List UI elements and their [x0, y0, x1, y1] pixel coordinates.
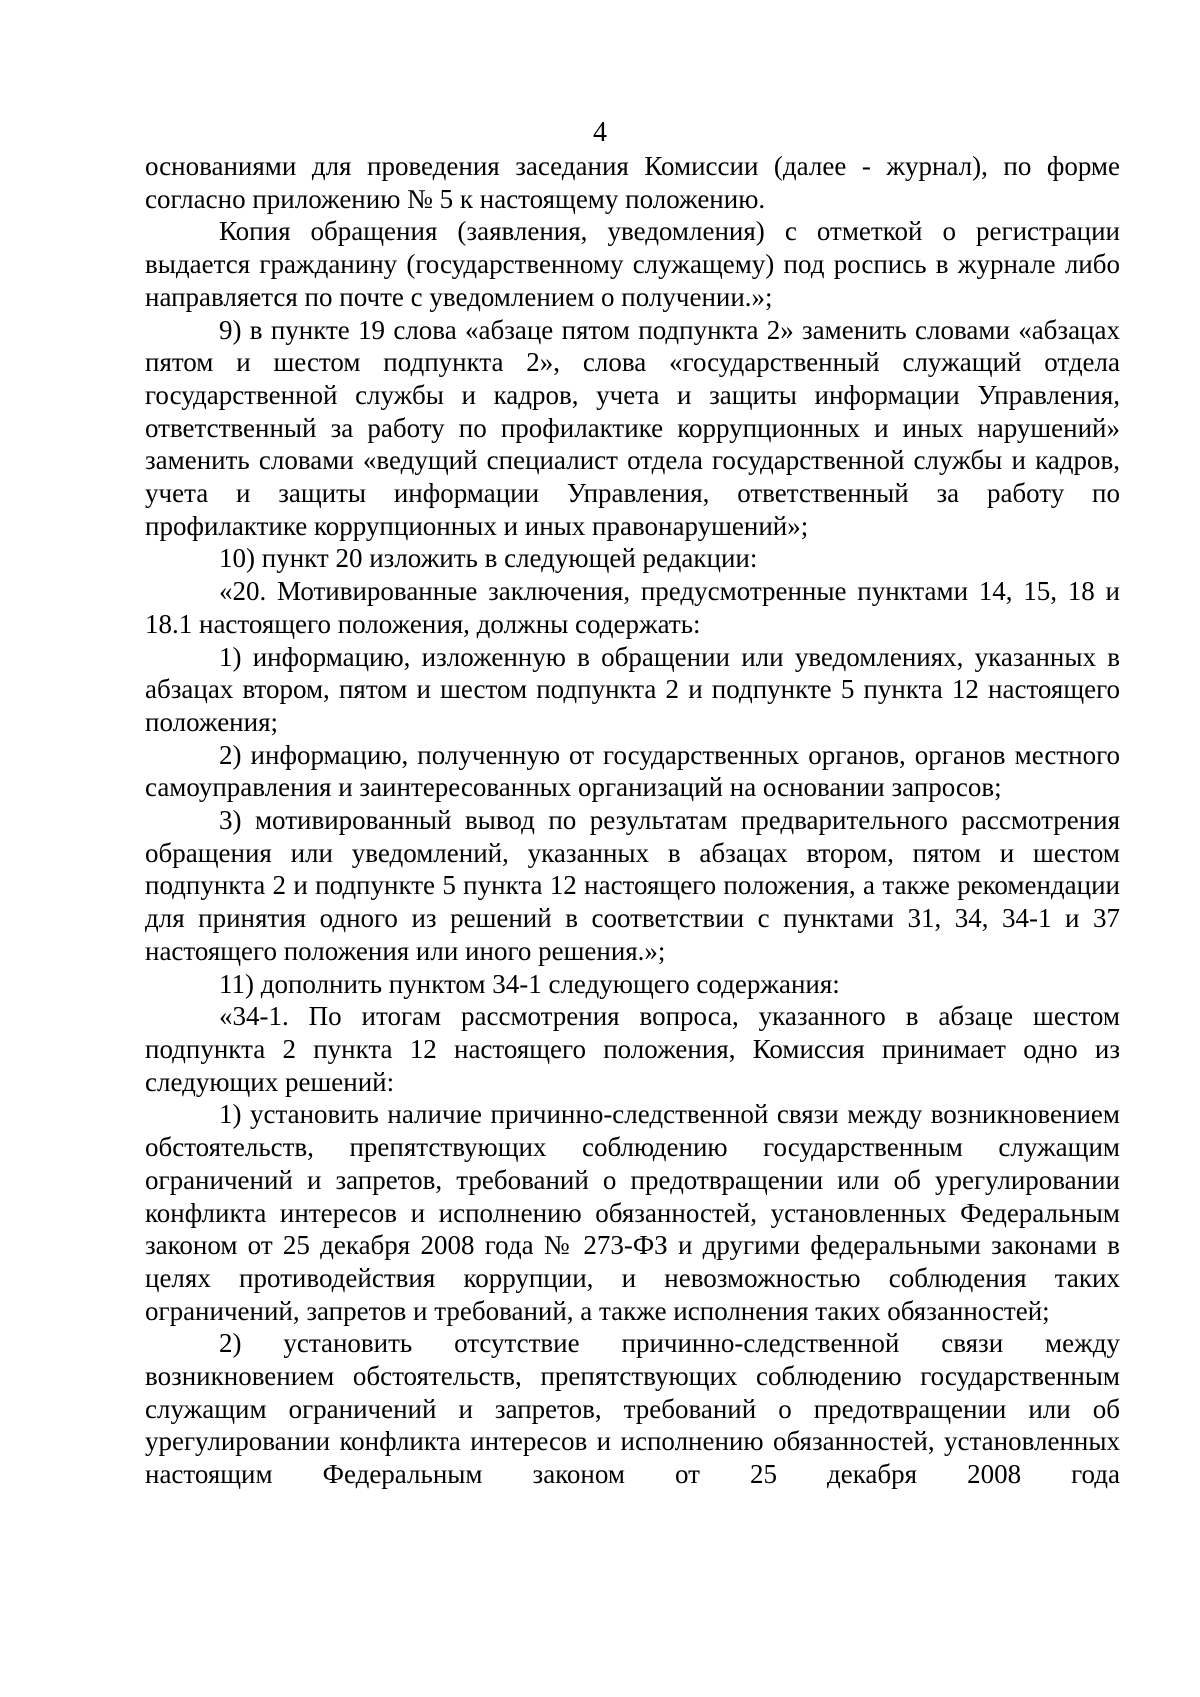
paragraph: 1) информацию, изложенную в обращении или уведомлениях, указанных в абзацах втором, пятом и шестом подпункта 2 и подпункте 5 пункта 12 настоящего положения; [145, 641, 1120, 737]
paragraph: «34-1. По итогам рассмотрения вопроса, указанного в абзаце шестом подпункта 2 пункта 12 настоящего положения, Комиссия принимает одно из следующих решений: [145, 1001, 1120, 1097]
paragraph: основаниями для проведения заседания Комиссии (далее - журнал), по форме согласно приложению № 5 к настоящему положению. [145, 151, 1120, 214]
paragraph: 2) информацию, полученную от государственных органов, органов местного самоуправления и заинтересованных организаций на основании запросов; [145, 739, 1120, 803]
paragraph: 11) дополнить пунктом 34-1 следующего содержания: [219, 968, 840, 999]
paragraph: 1) установить наличие причинно-следственной связи между возникновением обстоятельств, препятствующих соблюдению государственным служащим ограничений и запретов, требований о предотвращении или об урегулировании конфликта интересов и исполнению обязанностей, установленных Федеральным законом от 25 декабря 2008 года № 273-ФЗ и другими федеральными законами в целях противодействия коррупции, и невозможностью соблюдения таких ограничений, запретов и требований, а также исполнения таких обязанностей; [145, 1099, 1120, 1326]
page-number: 4 [593, 117, 607, 148]
paragraph: «20. Мотивированные заключения, предусмотренные пунктами 14, 15, 18 и 18.1 настоящего положения, должны содержать: [145, 576, 1120, 639]
paragraph: Копия обращения (заявления, уведомления) с отметкой о регистрации выдается гражданину (государственному служащему) под роспись в журнале либо направляется по почте с уведомлением о получении.»; [145, 216, 1120, 312]
paragraph: 2) установить отсутствие причинно-следственной связи между возникновением обстоятельств, препятствующих соблюдению государственным служащим ограничений и запретов, требований о предотвращении или об урегулировании конфликта интересов и исполнению обязанностей, установленных настоящим Федеральным законом от 25 декабря 2008 года [145, 1328, 1120, 1490]
document-body [145, 150, 1120, 1491]
paragraph: 9) в пункте 19 слова «абзаце пятом подпункта 2» заменить словами «абзацах пятом и шестом подпункта 2», слова «государственный служащий отдела государственной службы и кадров, учета и защиты информации Управления, ответственный за работу по профилактике коррупционных и иных нарушений» заменить словами «ведущий специалист отдела государственной службы и кадров, учета и защиты информации Управления, ответственный за работу по профилактике коррупционных и иных правонарушений»; [145, 314, 1120, 541]
paragraph: 3) мотивированный вывод по результатам предварительного рассмотрения обращения или уведомлений, указанных в абзацах втором, пятом и шестом подпункта 2 и подпункте 5 пункта 12 настоящего положения, а также рекомендации для принятия одного из решений в соответствии с пунктами 31, 34, 34-1 и 37 настоящего положения или иного решения.»; [145, 805, 1120, 966]
paragraph: 10) пункт 20 изложить в следующей редакции: [219, 543, 758, 574]
